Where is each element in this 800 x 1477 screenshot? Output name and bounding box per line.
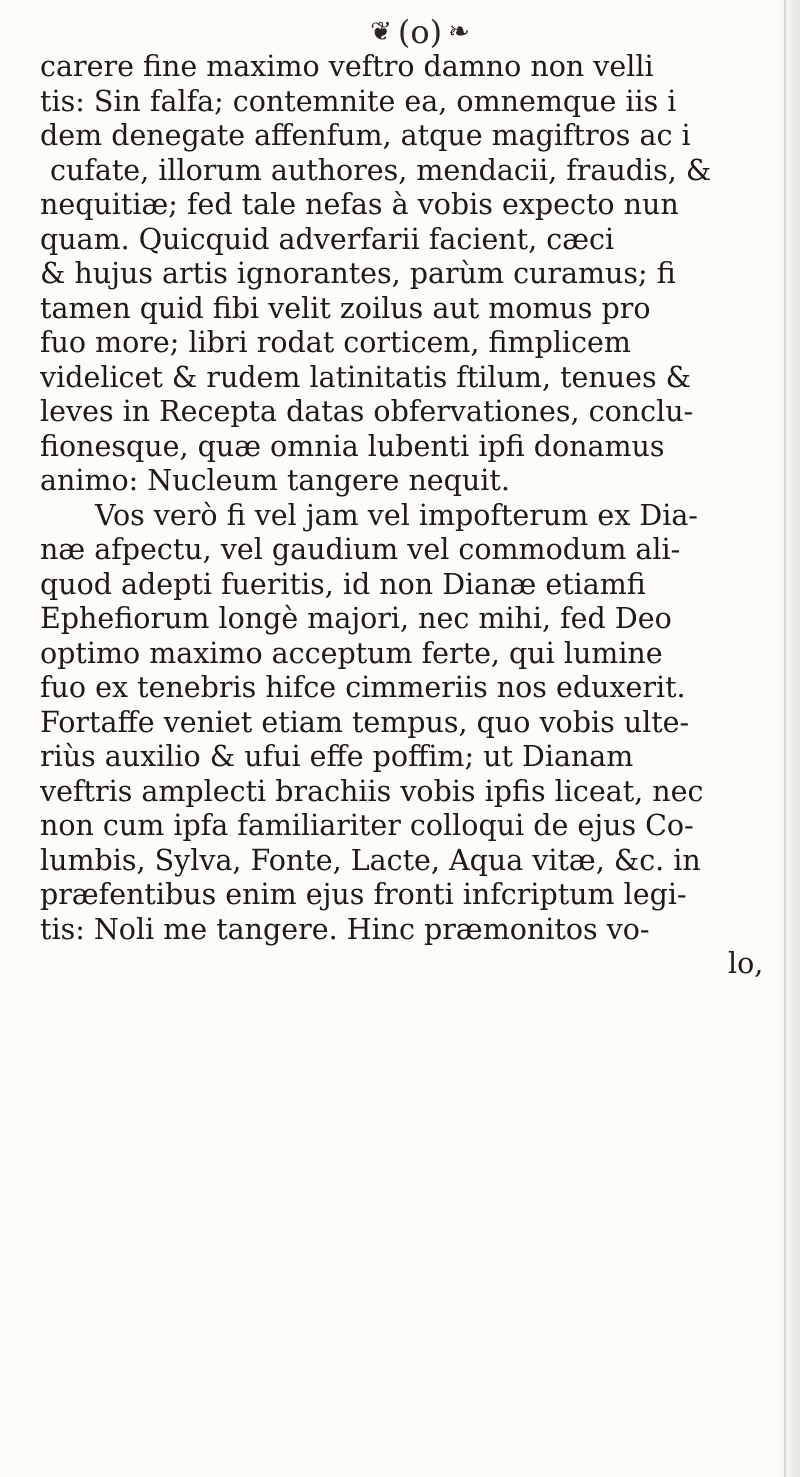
text-line: præfentibus enim ejus fronti infcriptum legi- (40, 878, 687, 911)
text-line: fionesque, quæ omnia lubenti ipfi donamus (40, 429, 665, 463)
text-line: Vos verò fi vel jam vel impofterum ex Dia- (95, 498, 698, 532)
text-line: animo: Nucleum tangere nequit. (40, 464, 510, 497)
text-line: & hujus artis ignorantes, parùm curamus; fi (40, 257, 676, 290)
text-line: tis: Sin falfa; contemnite ea, omnemque iis i (40, 84, 677, 118)
text-line-catchword: lo, (728, 947, 764, 980)
text-line: dem denegate affenfum, atque magiftros ac i (40, 119, 691, 152)
signature-mark: (o) (397, 13, 443, 51)
text-line: fuo more; libri rodat corticem, fimplicem (40, 326, 631, 359)
left-ornament-icon: ❦ (370, 17, 392, 47)
text-line: tamen quid fibi velit zoilus aut momus pro (40, 291, 651, 325)
page-header (330, 12, 510, 52)
text-line: leves in Recepta datas obfervationes, conclu- (40, 395, 694, 428)
text-line: lumbis, Sylva, Fonte, Lacte, Aqua vitæ, &c. in (40, 843, 701, 877)
text-line: quod adepti fueritis, id non Dianæ etiamfi (40, 567, 646, 601)
text-line: quam. Quicquid adverfarii facient, cæci (40, 222, 615, 256)
body-text (40, 50, 790, 982)
text-line: næ afpectu, vel gaudium vel commodum ali- (40, 533, 681, 566)
text-line: carere fine maximo veftro damno non velli (40, 50, 654, 83)
text-line: non cum ipfa familiariter colloqui de ejus Co- (40, 809, 694, 842)
text-line: riùs auxilio & ufui effe poffim; ut Dianam (40, 740, 634, 773)
text-line: nequitiæ; fed tale nefas à vobis expecto nun (40, 188, 679, 221)
text-line: Fortaffe veniet etiam tempus, quo vobis ulte- (40, 705, 690, 739)
text-line: fuo ex tenebris hifce cimmeriis nos eduxerit. (40, 671, 686, 704)
text-line: Ephefiorum longè majori, nec mihi, fed Deo (40, 602, 672, 635)
text-line: optimo maximo acceptum ferte, qui lumine (40, 636, 663, 670)
text-line: tis: Noli me tangere. Hinc præmonitos vo- (40, 912, 650, 946)
text-line: videlicet & rudem latinitatis ftilum, tenues & (40, 360, 692, 394)
text-line: veftris amplecti brachiis vobis ipfis liceat, nec (40, 774, 704, 808)
right-ornament-icon: ❧ (448, 17, 470, 47)
text-line: cufate, illorum authores, mendacii, fraudis, & (50, 153, 712, 187)
